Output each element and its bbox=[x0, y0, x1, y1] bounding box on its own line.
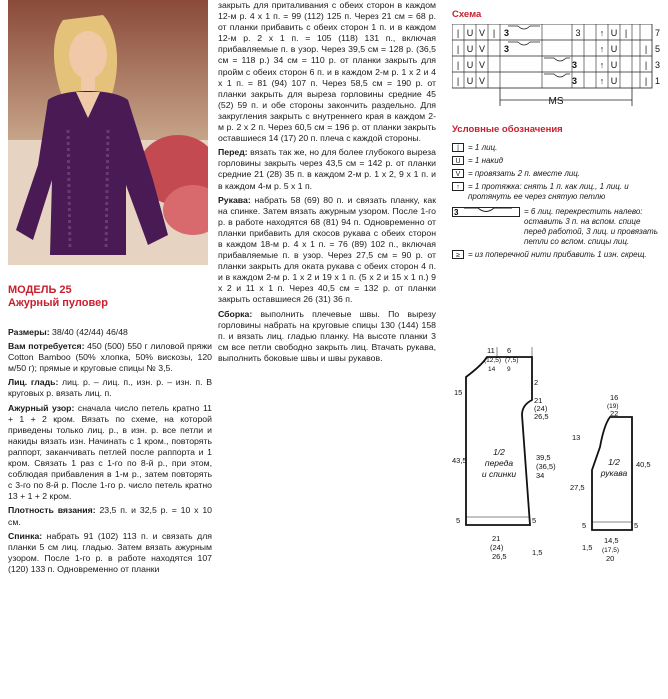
svg-text:21: 21 bbox=[492, 534, 501, 543]
svg-text:U: U bbox=[610, 44, 618, 54]
legend-item: V = провязать 2 п. вместе лиц. bbox=[452, 169, 662, 179]
svg-text:14: 14 bbox=[488, 366, 496, 373]
svg-text:↑: ↑ bbox=[599, 44, 605, 54]
svg-text:(24): (24) bbox=[534, 404, 548, 413]
svg-text:3: 3 bbox=[655, 60, 661, 70]
svg-text:|: | bbox=[644, 76, 648, 86]
ms-label: MS bbox=[548, 96, 564, 107]
svg-text:U: U bbox=[466, 60, 474, 70]
skpo-icon: ↑ bbox=[452, 182, 464, 191]
svg-text:9: 9 bbox=[507, 366, 511, 373]
svg-text:↑: ↑ bbox=[599, 76, 605, 86]
svg-text:5: 5 bbox=[582, 521, 587, 530]
svg-text:U: U bbox=[610, 28, 618, 38]
svg-text:рукава: рукава bbox=[600, 468, 628, 478]
svg-text:15: 15 bbox=[454, 388, 463, 397]
legend-item: | = 1 лиц. bbox=[452, 143, 662, 153]
svg-text:13: 13 bbox=[572, 433, 581, 442]
svg-text:(17,5): (17,5) bbox=[602, 547, 619, 554]
svg-text:26,5: 26,5 bbox=[492, 552, 507, 561]
svg-text:U: U bbox=[466, 76, 474, 86]
svg-text:1,5: 1,5 bbox=[582, 543, 593, 552]
paragraph: Вам потребуется: 450 (500) 550 г лиловой пряжи Cotton Bamboo (50% хлопка, 50% вискозы, 120 м/50 г); прямые и круговые спицы № 3,5. bbox=[8, 341, 212, 374]
svg-text:(12,5): (12,5) bbox=[484, 357, 501, 364]
svg-text:|: | bbox=[456, 76, 460, 86]
svg-text:7: 7 bbox=[655, 28, 661, 38]
instructions-column-2 bbox=[218, 0, 436, 364]
paragraph: Плотность вязания: 23,5 п. и 32,5 р. = 10 х 10 см. bbox=[8, 505, 213, 527]
svg-text:и спинки: и спинки bbox=[481, 469, 517, 479]
svg-text:1: 1 bbox=[655, 76, 661, 86]
legend-item: 3 = 6 лиц. перекрестить налево: оставить 3 п. на вспом. спице перед работой, 3 лиц. и провязать петли со вспом. спицы лиц. bbox=[454, 207, 658, 246]
svg-text:11: 11 bbox=[487, 346, 495, 355]
svg-text:21: 21 bbox=[534, 396, 543, 405]
svg-text:V: V bbox=[478, 60, 486, 70]
svg-text:3: 3 bbox=[504, 44, 510, 54]
instructions-column-1 bbox=[8, 327, 212, 575]
svg-text:U: U bbox=[466, 28, 474, 38]
legend-item: U = 1 накид bbox=[452, 156, 662, 166]
svg-text:3: 3 bbox=[572, 76, 578, 86]
svg-text:(7,5): (7,5) bbox=[505, 357, 519, 364]
legend-item: ↑ = 1 протяжка: снять 1 п. как лиц., 1 лиц. и протянуть ее через снятую петлю bbox=[452, 182, 662, 202]
svg-text:16: 16 bbox=[610, 395, 619, 402]
svg-text:2: 2 bbox=[534, 378, 539, 387]
svg-text:6: 6 bbox=[507, 346, 512, 355]
svg-text:(24): (24) bbox=[490, 543, 504, 552]
paragraph: Лиц. гладь: лиц. р. – лиц. п., изн. р. – изн. п. В круговых р. вязать лиц. п. bbox=[8, 377, 212, 399]
svg-text:V: V bbox=[478, 76, 486, 86]
paragraph: Размеры: 38/40 (42/44) 46/48 bbox=[8, 327, 128, 337]
svg-text:|: | bbox=[456, 28, 460, 38]
svg-text:(19): (19) bbox=[607, 403, 619, 410]
svg-text:U: U bbox=[610, 76, 618, 86]
svg-text:3: 3 bbox=[575, 28, 581, 38]
svg-text:26,5: 26,5 bbox=[534, 412, 549, 421]
svg-text:40,5: 40,5 bbox=[636, 460, 651, 469]
svg-text:|: | bbox=[624, 28, 628, 38]
svg-text:34: 34 bbox=[536, 471, 545, 480]
svg-text:↑: ↑ bbox=[599, 28, 605, 38]
legend-item: ≥ = из поперечной нити прибавить 1 изн. скрещ. bbox=[452, 250, 662, 260]
body-pattern bbox=[452, 345, 572, 575]
model-name: Ажурный пуловер bbox=[8, 297, 108, 309]
sleeve-pattern bbox=[570, 395, 665, 575]
legend-title: Условные обозначения bbox=[452, 124, 563, 135]
svg-text:43,5: 43,5 bbox=[452, 456, 467, 465]
svg-text:|: | bbox=[644, 44, 648, 54]
svg-text:U: U bbox=[610, 60, 618, 70]
svg-text:20: 20 bbox=[606, 554, 615, 563]
paragraph: Спинка: набрать 91 (102) 113 п. и связать для планки 5 см лиц. гладью. Затем вязать ажурным узором. После 1-го р. в работе находятся 107 (120) 133 п. Одновременно от планки bbox=[8, 530, 212, 574]
svg-text:|: | bbox=[456, 60, 460, 70]
svg-text:3: 3 bbox=[454, 208, 459, 217]
svg-text:3: 3 bbox=[504, 28, 510, 38]
svg-text:1,5: 1,5 bbox=[532, 548, 543, 557]
svg-text:14,5: 14,5 bbox=[604, 536, 619, 545]
svg-text:5: 5 bbox=[634, 521, 639, 530]
knitting-chart bbox=[452, 24, 664, 119]
cable-cross-icon bbox=[452, 207, 520, 217]
yarn-over-icon: U bbox=[452, 156, 464, 165]
svg-text:1/2: 1/2 bbox=[608, 457, 620, 467]
svg-text:3: 3 bbox=[572, 60, 578, 70]
svg-text:22: 22 bbox=[610, 409, 619, 418]
svg-text:1/2: 1/2 bbox=[493, 447, 505, 457]
schema-title: Схема bbox=[452, 9, 482, 20]
svg-text:(36,5): (36,5) bbox=[536, 462, 556, 471]
svg-text:5: 5 bbox=[655, 44, 661, 54]
svg-text:5: 5 bbox=[456, 516, 461, 525]
svg-text:|: | bbox=[456, 44, 460, 54]
svg-text:|: | bbox=[492, 28, 496, 38]
svg-text:|: | bbox=[644, 60, 648, 70]
model-photo bbox=[8, 0, 208, 265]
make-one-purl-icon: ≥ bbox=[452, 250, 464, 259]
svg-text:↑: ↑ bbox=[599, 60, 605, 70]
svg-text:5: 5 bbox=[532, 516, 537, 525]
model-number: МОДЕЛЬ 25 bbox=[8, 284, 72, 296]
svg-text:27,5: 27,5 bbox=[570, 483, 585, 492]
paragraph: закрыть для приталивания с обеих сторон в каждом 12-м р. 4 х 1 п. = 99 (112) 125 п. Через 21 см = 68 р. от планки прибавить с обеих сторон 1 п. и в каждом 12-м р. 2 х 1 п. = 105 (118) 131 п., включая прибавляемые п. в узор. Через 39,5 см = 128 р. (36,5 см = 118 р.) 34 см = 110 р. от планки закрыть для пройм с обеих сторон 6 п. и в каждом 2-м р. 1 х 2 и 4 х 1 п. = 81 (94) 107 п. Через 58,5 см = 190 р. от планки закрыть для выреза горловины средние 45 (52) 59 п. и обе стороны закончить раздельно. Для закругления закрыть с внутреннего края в каждом 2-м р. 2 х 2 п. Через 60,5 см = 196 р. от планки закрыть оставшиеся 14 (17) 20 п. плеча с каждой стороны. bbox=[218, 0, 436, 144]
paragraph: Рукава: набрать 58 (69) 80 п. и связать планку, как на спинке. Затем вязать ажурным узором. После 1-го р. в работе находятся 68 (81) 94 п. Одновременно от планки прибавить для скосов рукава с обеих сторон в каждом 18-м р. 4 х 1 п. = 76 (89) 102 п., включая прибавляемые п. в узор. Через 27,5 см = 90 р. от планки закрыть для оката рукава с обеих сторон 4 п. и в каждом 2-м р. 1 х 2 и 19 х 1 п. (5 х 2 и 15 х 1 п.) 9 х 2 и 11 х 1 п. Через 40,5 см = 132 р. от планки закрыть оставшиеся 26 (31) 36 п. bbox=[218, 194, 436, 305]
k2tog-icon: V bbox=[452, 169, 464, 178]
paragraph: Ажурный узор: сначала число петель кратно 11 + 1 + 2 кром. Вязать по схеме, на которой приведены только лиц. р., в изн. р. все петли и накиды вязать изн. Начинать с 1 кром., повторять раппорт, заканчивать петлей после раппорта и 1 кром. Связать 1 раз с 1-го по 8-й р., при этом, соблюдая прибавления в 1-м р., затем повторять с 3-го по 8-й р. После 1-го р. число петель кратно 13 + 1 + 2 кром. bbox=[8, 402, 213, 502]
svg-text:U: U bbox=[466, 44, 474, 54]
paragraph: Перед: вязать так же, но для более глубокого выреза горловины закрыть через 43,5 см = 142 р. от планки средние 21 (28) 35 п. в каждом 2-м р. 1 х 2, 9 х 1 п. и в каждом 4-м р. 5 х 1 п. bbox=[218, 147, 436, 191]
knit-stitch-icon: | bbox=[452, 143, 464, 152]
model-heading bbox=[8, 284, 108, 310]
svg-text:V: V bbox=[478, 28, 486, 38]
paragraph: Сборка: выполнить плечевые швы. По вырезу горловины набрать на круговые спицы 130 (144) 158 п. и вязать лиц. гладью планку. На высоте планки 3 см все петли свободно закрыть лиц. Втачать рукава, выполнить боковые швы и швы рукавов. bbox=[218, 308, 436, 363]
legend bbox=[452, 143, 662, 263]
svg-text:V: V bbox=[478, 44, 486, 54]
svg-text:переда: переда bbox=[484, 458, 514, 468]
svg-text:39,5: 39,5 bbox=[536, 453, 551, 462]
